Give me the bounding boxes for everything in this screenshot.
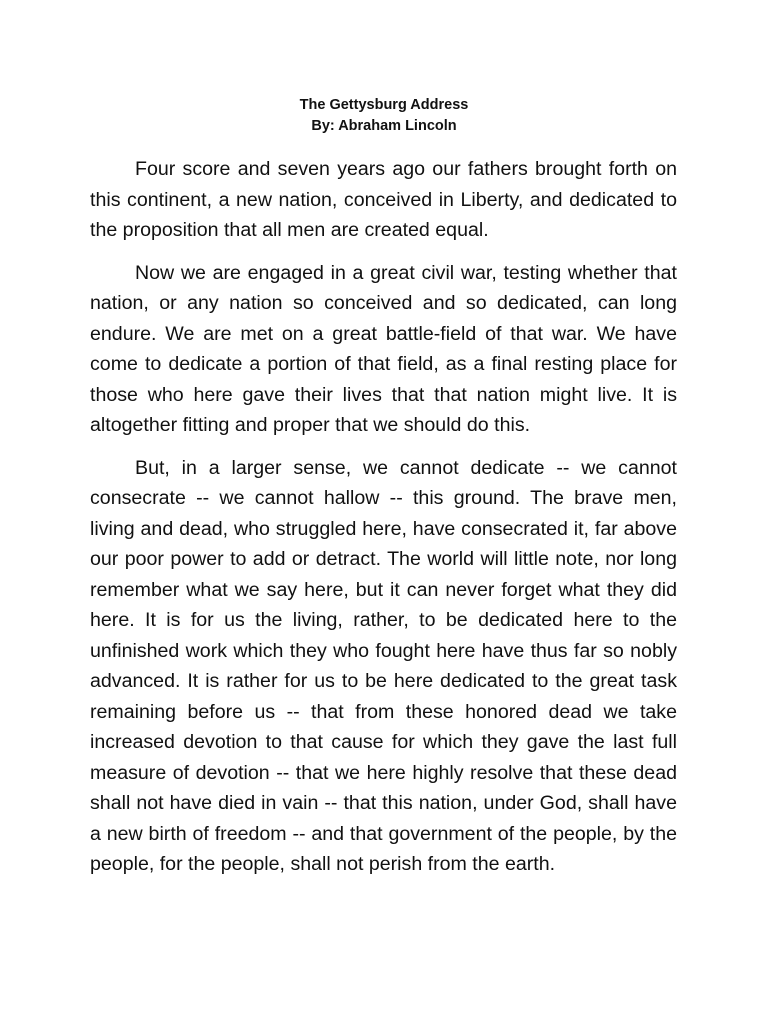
paragraph-1: Four score and seven years ago our fathers brought forth on this continent, a new nation, conceived in Liberty, and dedicated to the proposition that all men are created equal.: [90, 158, 677, 241]
document-byline: By: Abraham Lincoln: [311, 118, 457, 134]
paragraph-3: But, in a larger sense, we cannot dedicate -- we cannot consecrate -- we cannot hallow -- this ground. The brave men, living and dead, who struggled here, have consecrated it, far above our poor power to add or detract. The world will little note, nor long remember what we say here, but it can never forget what they did here. It is for us the living, rather, to be dedicated here to the unfinished work which they who fought here have thus far so nobly advanced. It is rather for us to be here dedicated to the great task remaining before us -- that from these honored dead we take increased devotion to that cause for which they gave the last full measure of devotion -- that we here highly resolve that these dead shall not have died in vain -- that this nation, under God, shall have a new birth of freedom -- and that government of the people, by the people, for the people, shall not perish from the earth.: [90, 456, 677, 875]
document-heading: [0, 95, 768, 137]
paragraph-2: Now we are engaged in a great civil war, testing whether that nation, or any nation so conceived and so dedicated, can long endure. We are met on a great battle-field of that war. We have come to dedicate a portion of that field, as a final resting place for those who here gave their lives that that nation might live. It is altogether fitting and proper that we should do this.: [90, 261, 677, 436]
document-title: The Gettysburg Address: [299, 97, 469, 113]
document-body: [90, 154, 677, 892]
